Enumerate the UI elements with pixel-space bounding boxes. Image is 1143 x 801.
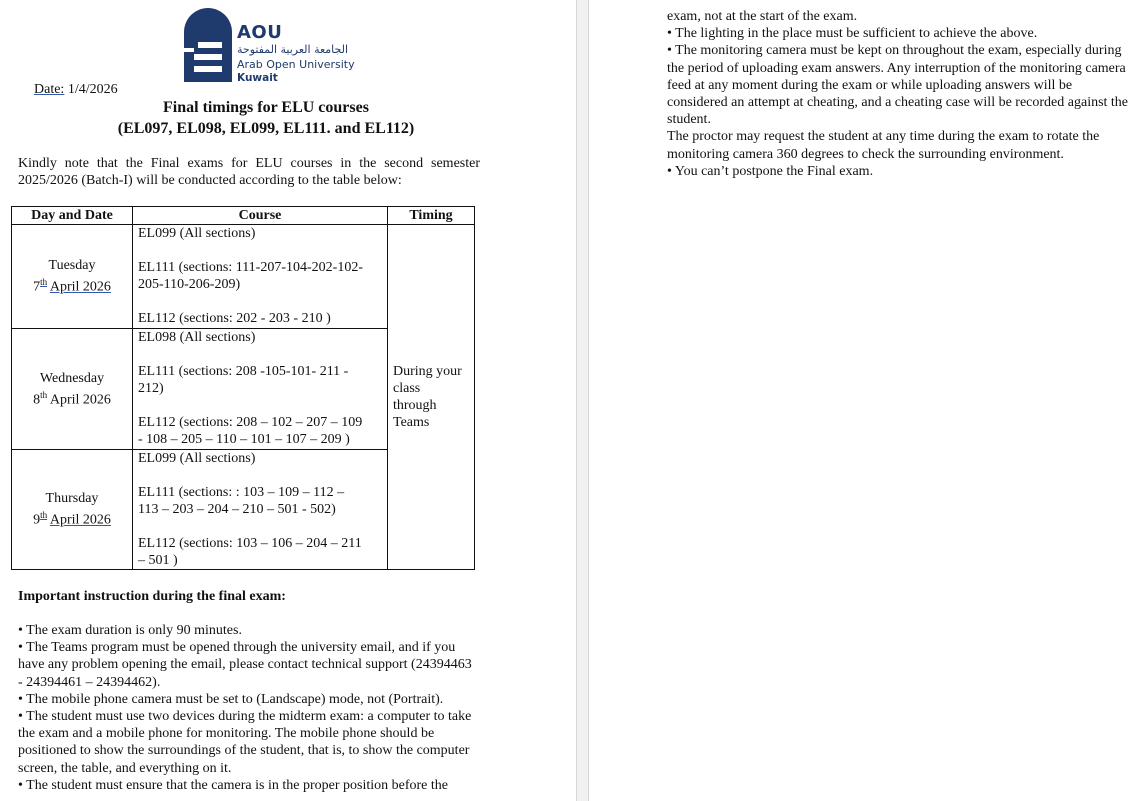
- course-line: 205-110-206-209): [138, 277, 241, 292]
- course-line: EL112 (sections: 103 – 106 – 204 – 211: [138, 536, 362, 551]
- instruction-item: • The lighting in the place must be sufficient to achieve the above.: [667, 26, 1038, 42]
- instruction-item: • You can’t postpone the Final exam.: [667, 163, 874, 179]
- exam-schedule-table: [11, 206, 475, 570]
- document-page-right: [589, 0, 1143, 801]
- day-cell: [12, 450, 133, 570]
- instructions-list-left: [18, 622, 478, 794]
- course-line: - 108 – 205 – 110 – 101 – 107 – 209 ): [138, 432, 350, 447]
- intro-paragraph: Kindly note that the Final exams for ELU courses in the second semester 2025/2026 (Batch-I) will be conducted according to the table below:: [18, 156, 480, 188]
- day-date: 7th April 2026: [33, 277, 111, 295]
- instruction-item: • The exam duration is only 90 minutes.: [18, 623, 242, 638]
- aou-logo-icon: [184, 8, 232, 82]
- page-divider: [576, 0, 589, 801]
- course-line: EL111 (sections: 208 -105-101- 211 -: [138, 364, 349, 379]
- aou-logo: [184, 8, 364, 86]
- instruction-item: • The mobile phone camera must be set to (Landscape) mode, not (Portrait).: [18, 691, 444, 707]
- timing-line: Teams: [393, 415, 430, 430]
- day-name: Wednesday: [39, 370, 105, 386]
- course-line: EL111 (sections: : 103 – 109 – 112 –: [138, 485, 345, 500]
- course-line: EL111 (sections: 111-207-104-202-102-: [138, 260, 363, 275]
- course-cell: [133, 225, 388, 329]
- logo-name: AOU: [237, 22, 283, 43]
- timing-line: class: [393, 381, 421, 396]
- day-name: Tuesday: [48, 258, 96, 274]
- timing-cell: [388, 225, 475, 570]
- course-cell: [133, 450, 388, 570]
- logo-arabic-name: الجامعة العربية المفتوحة: [237, 43, 349, 56]
- table-header-row: [12, 207, 475, 225]
- date-label: Date:: [34, 82, 65, 97]
- instruction-item: • The Teams program must be opened through the university email, and if you have any problem opening the email, please contact technical support (24394463 - 24394461 – 24394462).: [18, 640, 472, 690]
- timing-line: through: [393, 398, 437, 413]
- instructions-title: Important instruction during the final exam:: [18, 589, 286, 604]
- course-line: EL112 (sections: 202 - 203 - 210 ): [138, 311, 331, 326]
- day-cell: [12, 225, 133, 329]
- logo-country: Kuwait: [237, 72, 278, 84]
- course-line: EL112 (sections: 208 – 102 – 207 – 109: [138, 415, 363, 430]
- course-line: EL098 (All sections): [138, 330, 256, 345]
- instruction-item: • The student must ensure that the camera is in the proper position before the: [18, 777, 448, 793]
- course-line: EL099 (All sections): [138, 226, 256, 241]
- course-line: 212): [138, 381, 164, 396]
- day-date: 8th April 2026: [33, 389, 111, 408]
- header-course: Course: [133, 207, 388, 225]
- logo-english-name: Arab Open University: [237, 58, 355, 71]
- course-line: 113 – 203 – 204 – 210 – 501 - 502): [138, 502, 336, 517]
- header-day-and-date: Day and Date: [12, 207, 133, 225]
- instruction-item: exam, not at the start of the exam.: [667, 9, 858, 24]
- instruction-item: • The monitoring camera must be kept on throughout the exam, especially during the period of uploading exam answers. Any interruption of the monitoring camera feed at any moment during the exam or while uploading answers will be considered an attempt at cheating, and a cheating case will be recorded against the student.: [667, 43, 1129, 128]
- instructions-list-right: [667, 8, 1135, 180]
- date-value: 1/4/2026: [67, 82, 118, 97]
- document-subtitle: (EL097, EL098, EL099, EL111. and EL112): [117, 120, 415, 137]
- table-row: [12, 225, 475, 329]
- document-date: [34, 82, 118, 98]
- document-title: Final timings for ELU courses: [163, 99, 369, 116]
- course-line: EL099 (All sections): [138, 451, 256, 466]
- day-date: 9th April 2026: [33, 510, 111, 528]
- instruction-item: • The student must use two devices during the midterm exam: a computer to take the exam and a mobile phone for monitoring. The mobile phone should be positioned to show the surroundings of the student, that is, to show the computer screen, the table, and everything on it.: [18, 709, 472, 776]
- day-name: Thursday: [45, 491, 99, 507]
- day-cell: [12, 329, 133, 450]
- course-line: – 501 ): [138, 553, 178, 568]
- header-timing: Timing: [388, 207, 475, 225]
- course-cell: [133, 329, 388, 450]
- timing-line: During your: [393, 364, 462, 379]
- instruction-item: The proctor may request the student at any time during the exam to rotate the monitoring camera 360 degrees to check the surrounding environment.: [667, 129, 1100, 162]
